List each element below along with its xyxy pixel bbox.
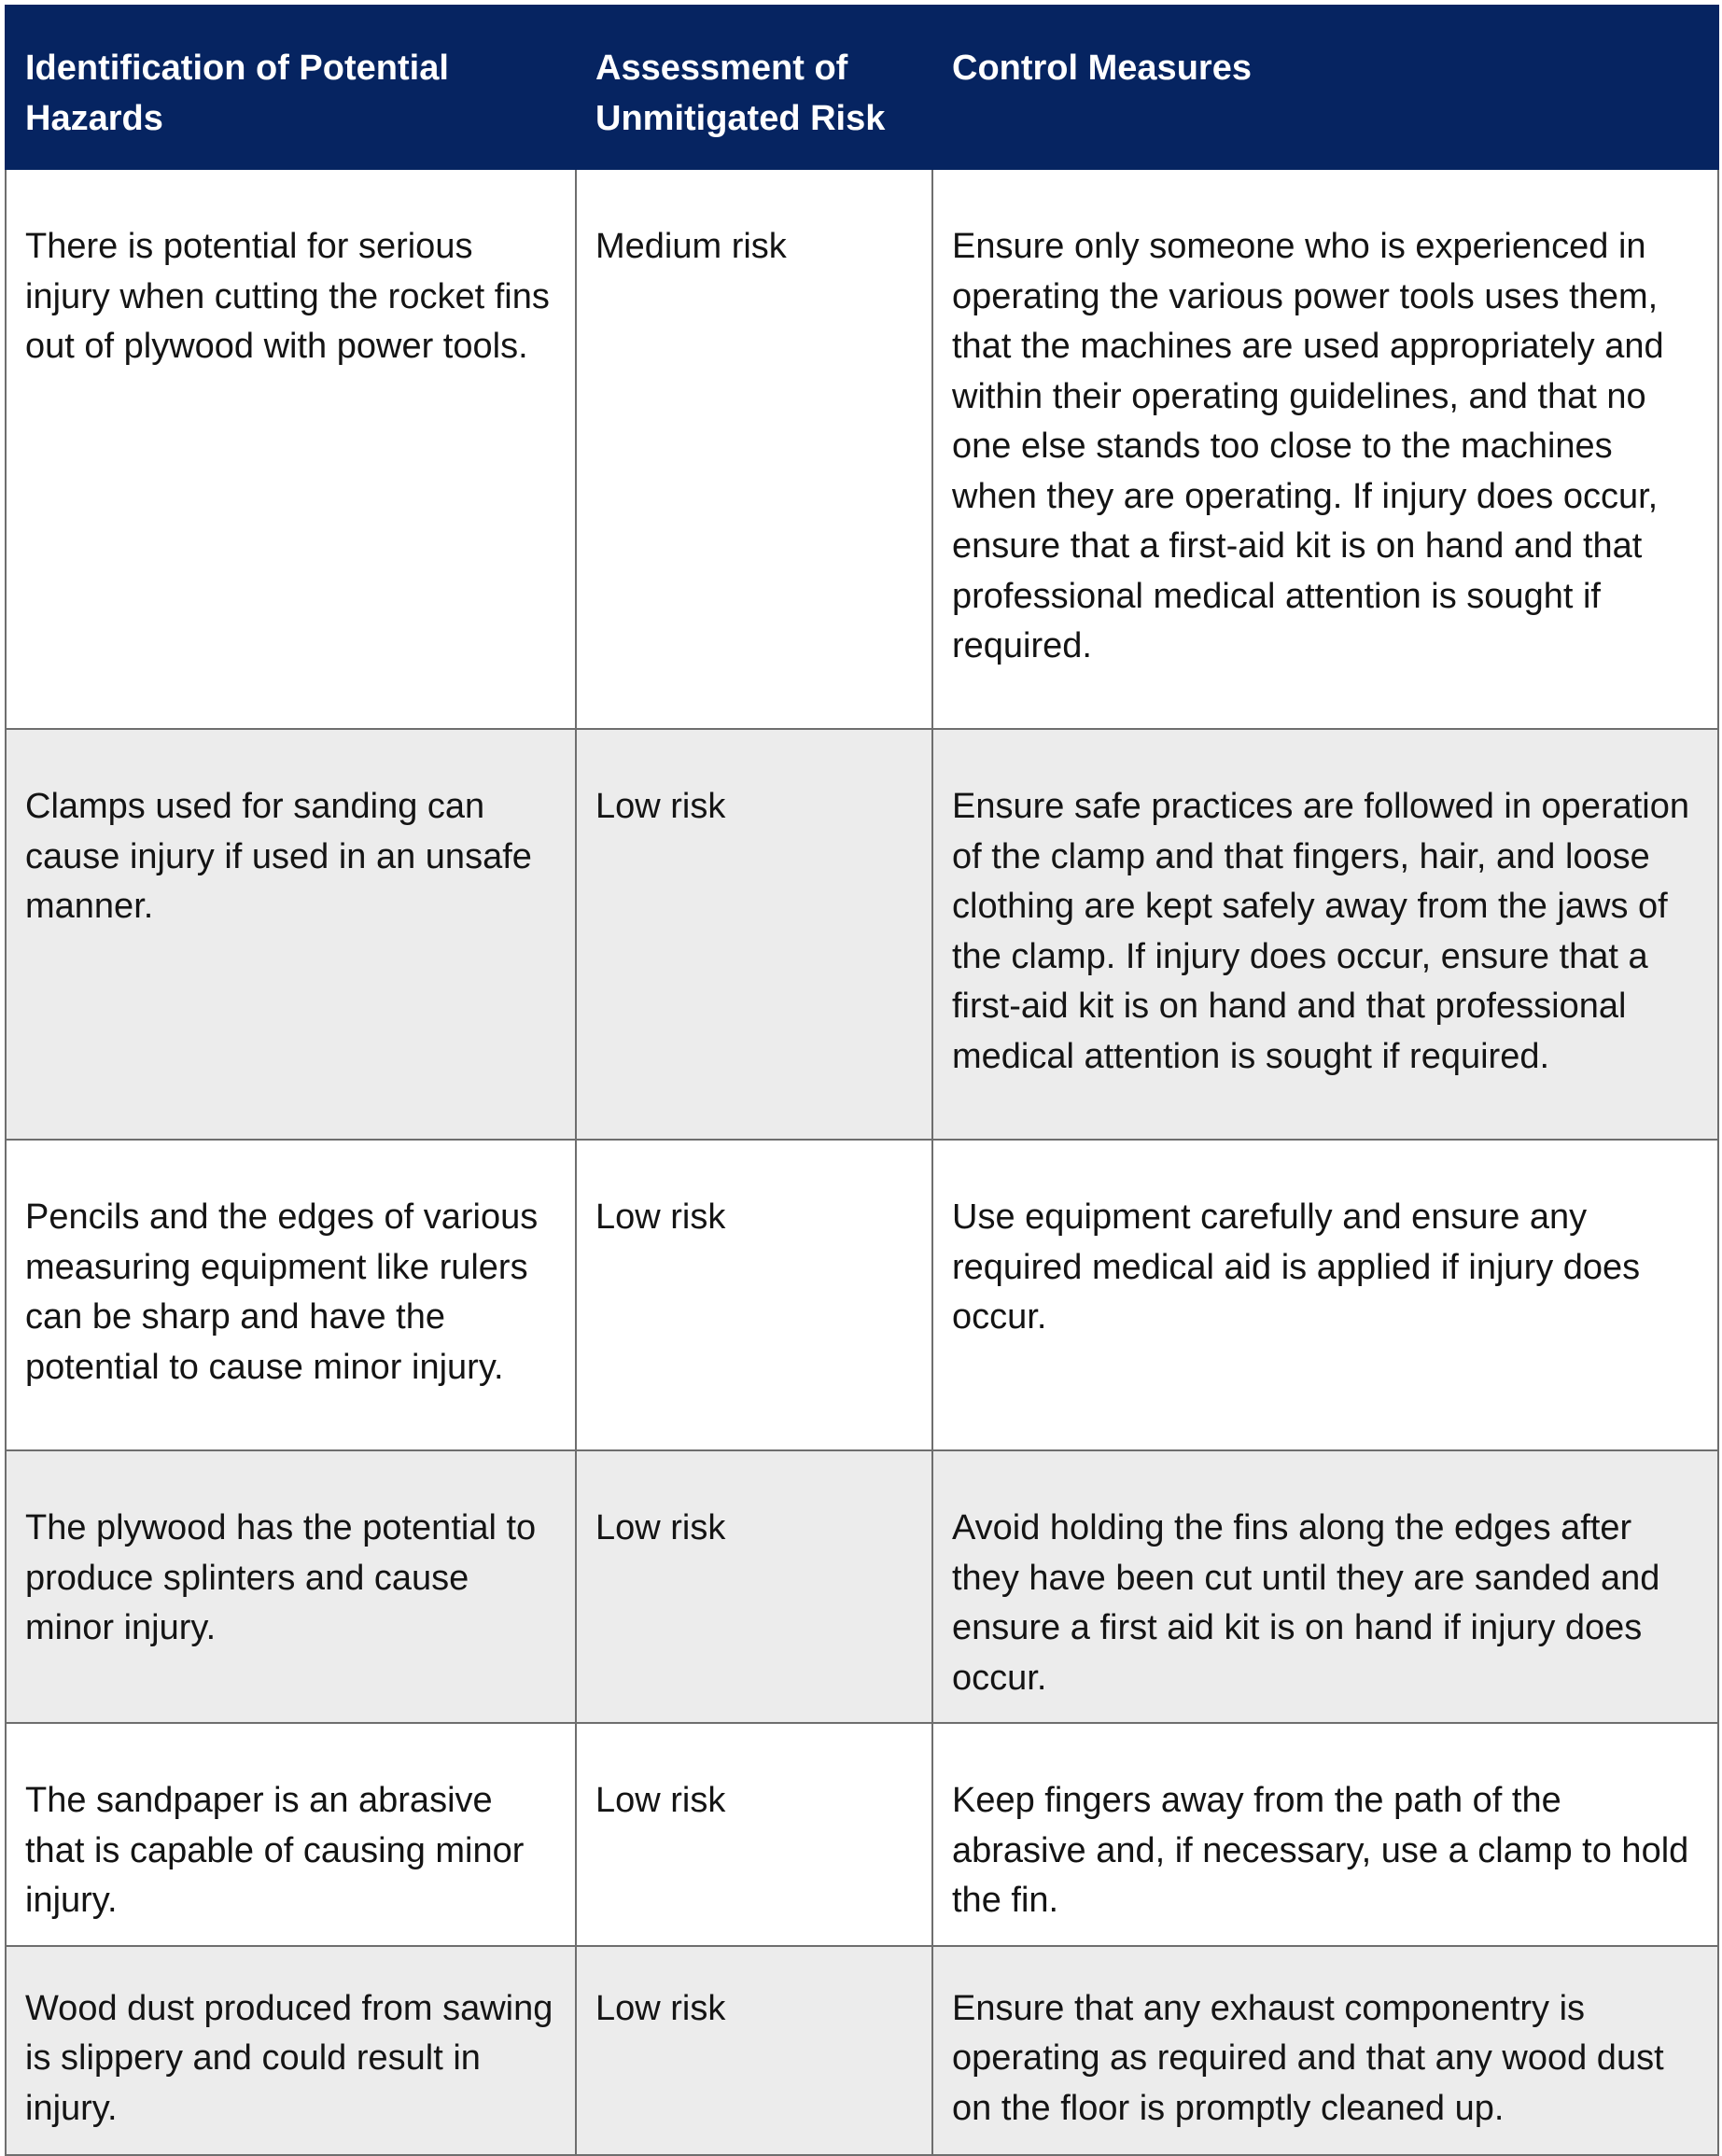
risk-cell: Low risk xyxy=(576,1723,932,1946)
header-control-measures: Control Measures xyxy=(932,6,1718,169)
header-hazards: Identification of Potential Hazards xyxy=(6,6,576,169)
table-row xyxy=(6,1723,1718,1946)
hazard-cell: Pencils and the edges of various measuring equipment like rulers can be sharp and have the potential to cause minor injury. xyxy=(6,1140,576,1450)
risk-cell: Low risk xyxy=(576,1140,932,1450)
hazard-cell: Clamps used for sanding can cause injury if used in an unsafe manner. xyxy=(6,729,576,1140)
risk-cell: Low risk xyxy=(576,1450,932,1723)
table-row xyxy=(6,1140,1718,1450)
table-header xyxy=(6,6,1718,169)
header-row xyxy=(6,6,1718,169)
control-cell: Ensure only someone who is experienced in operating the various power tools uses them, that the machines are used appropriately and within their operating guidelines, and that no one else stands too close to the machines when they are operating. If injury does occur, ensure that a first-aid kit is on hand and that professional medical attention is sought if required. xyxy=(932,169,1718,729)
table-row xyxy=(6,1450,1718,1723)
risk-cell: Low risk xyxy=(576,729,932,1140)
hazard-cell: There is potential for serious injury when cutting the rocket fins out of plywood with power tools. xyxy=(6,169,576,729)
control-cell: Ensure that any exhaust componentry is operating as required and that any wood dust on the floor is promptly cleaned up. xyxy=(932,1946,1718,2155)
header-risk: Assessment of Unmitigated Risk xyxy=(576,6,932,169)
control-cell: Avoid holding the fins along the edges after they have been cut until they are sanded and ensure a first aid kit is on hand if injury does occur. xyxy=(932,1450,1718,1723)
risk-cell: Medium risk xyxy=(576,169,932,729)
table-body xyxy=(6,169,1718,2155)
hazard-cell: Wood dust produced from sawing is slippery and could result in injury. xyxy=(6,1946,576,2155)
risk-assessment-table xyxy=(5,5,1719,2156)
table-row xyxy=(6,729,1718,1140)
control-cell: Ensure safe practices are followed in operation of the clamp and that fingers, hair, and loose clothing are kept safely away from the jaws of the clamp. If injury does occur, ensure that a first-aid kit is on hand and that professional medical attention is sought if required. xyxy=(932,729,1718,1140)
risk-cell: Low risk xyxy=(576,1946,932,2155)
table-row xyxy=(6,169,1718,729)
control-cell: Keep fingers away from the path of the abrasive and, if necessary, use a clamp to hold the fin. xyxy=(932,1723,1718,1946)
hazard-cell: The plywood has the potential to produce splinters and cause minor injury. xyxy=(6,1450,576,1723)
hazard-cell: The sandpaper is an abrasive that is capable of causing minor injury. xyxy=(6,1723,576,1946)
control-cell: Use equipment carefully and ensure any required medical aid is applied if injury does occur. xyxy=(932,1140,1718,1450)
table-row xyxy=(6,1946,1718,2155)
